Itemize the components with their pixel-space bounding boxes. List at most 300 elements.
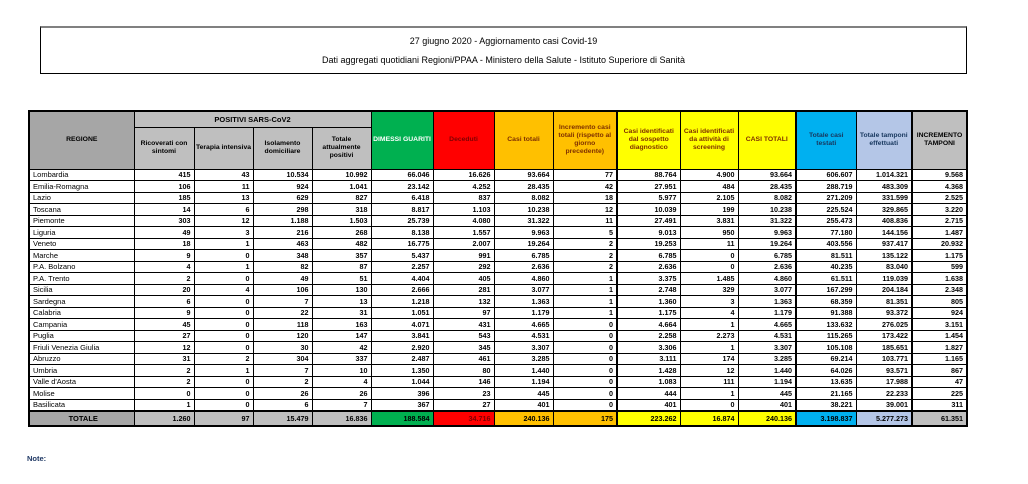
value-cell: 1 xyxy=(194,238,253,250)
value-cell: 329.865 xyxy=(856,204,912,216)
value-cell: 1.363 xyxy=(494,296,553,308)
value-cell: 13 xyxy=(194,192,253,204)
value-cell: 4.665 xyxy=(494,319,553,331)
value-cell: 14 xyxy=(134,204,194,216)
value-cell: 367 xyxy=(371,399,433,411)
value-cell: 2.636 xyxy=(738,261,796,273)
value-cell: 4.665 xyxy=(738,319,796,331)
region-cell: Valle d'Aosta xyxy=(29,376,134,388)
value-cell: 276.025 xyxy=(856,319,912,331)
value-cell: 1.041 xyxy=(312,181,371,193)
value-cell: 0 xyxy=(553,365,617,377)
value-cell: 2 xyxy=(553,261,617,273)
value-cell: 6 xyxy=(134,296,194,308)
value-cell: 240.136 xyxy=(738,411,796,426)
column-group-positivi-sars-cov2: POSITIVI SARS-CoV2 xyxy=(134,111,371,127)
value-cell: 3.077 xyxy=(494,284,553,296)
value-cell: 10.534 xyxy=(253,169,312,181)
value-cell: 8.082 xyxy=(738,192,796,204)
value-cell: 991 xyxy=(433,250,494,262)
value-cell: 16.836 xyxy=(312,411,371,426)
value-cell: 1.014.321 xyxy=(856,169,912,181)
value-cell: 318 xyxy=(312,204,371,216)
value-cell: 599 xyxy=(912,261,967,273)
value-cell: 1.083 xyxy=(617,376,680,388)
value-cell: 31 xyxy=(134,353,194,365)
value-cell: 304 xyxy=(253,353,312,365)
region-cell: Basilicata xyxy=(29,399,134,411)
value-cell: 30 xyxy=(253,342,312,354)
value-cell: 1.218 xyxy=(371,296,433,308)
value-cell: 2.666 xyxy=(371,284,433,296)
value-cell: 1 xyxy=(553,296,617,308)
column-header-dimessi-guariti: DIMESSI GUARITI xyxy=(371,111,433,169)
value-cell: 0 xyxy=(680,261,738,273)
column-header-deceduti: Deceduti xyxy=(433,111,494,169)
value-cell: 1.503 xyxy=(312,215,371,227)
value-cell: 4 xyxy=(312,376,371,388)
region-cell: Sardegna xyxy=(29,296,134,308)
region-cell: Liguria xyxy=(29,227,134,239)
table-row xyxy=(29,169,967,181)
value-cell: 66.046 xyxy=(371,169,433,181)
value-cell: 47 xyxy=(912,376,967,388)
value-cell: 2.525 xyxy=(912,192,967,204)
column-header-casi-totali: Casi totali xyxy=(494,111,553,169)
value-cell: 629 xyxy=(253,192,312,204)
value-cell: 118 xyxy=(253,319,312,331)
region-cell: Umbria xyxy=(29,365,134,377)
region-cell: P.A. Trento xyxy=(29,273,134,285)
column-header-totale-tamponi: Totale tamponi effettuati xyxy=(856,111,912,169)
value-cell: 805 xyxy=(912,296,967,308)
table-row xyxy=(29,399,967,411)
value-cell: 4.368 xyxy=(912,181,967,193)
value-cell: 173.422 xyxy=(856,330,912,342)
value-cell: 40.235 xyxy=(796,261,856,273)
value-cell: 445 xyxy=(494,388,553,400)
value-cell: 4.071 xyxy=(371,319,433,331)
value-cell: 22.233 xyxy=(856,388,912,400)
value-cell: 105.108 xyxy=(796,342,856,354)
value-cell: 543 xyxy=(433,330,494,342)
value-cell: 281 xyxy=(433,284,494,296)
value-cell: 111 xyxy=(680,376,738,388)
value-cell: 3.285 xyxy=(494,353,553,365)
region-cell: Emilia-Romagna xyxy=(29,181,134,193)
value-cell: 23 xyxy=(433,388,494,400)
value-cell: 93.664 xyxy=(738,169,796,181)
value-cell: 6.785 xyxy=(494,250,553,262)
value-cell: 69.214 xyxy=(796,353,856,365)
value-cell: 9.568 xyxy=(912,169,967,181)
value-cell: 10.238 xyxy=(494,204,553,216)
value-cell: 2.920 xyxy=(371,342,433,354)
value-cell: 1.827 xyxy=(912,342,967,354)
value-cell: 185.651 xyxy=(856,342,912,354)
value-cell: 8.138 xyxy=(371,227,433,239)
value-cell: 11 xyxy=(194,181,253,193)
value-cell: 49 xyxy=(134,227,194,239)
value-cell: 1.194 xyxy=(738,376,796,388)
value-cell: 146 xyxy=(433,376,494,388)
value-cell: 93.664 xyxy=(494,169,553,181)
region-cell: Calabria xyxy=(29,307,134,319)
value-cell: 827 xyxy=(312,192,371,204)
value-cell: 0 xyxy=(553,330,617,342)
value-cell: 174 xyxy=(680,353,738,365)
region-cell: Marche xyxy=(29,250,134,262)
value-cell: 42 xyxy=(312,342,371,354)
value-cell: 9.963 xyxy=(738,227,796,239)
value-cell: 12 xyxy=(553,204,617,216)
table-row xyxy=(29,388,967,400)
value-cell: 87 xyxy=(312,261,371,273)
value-cell: 2 xyxy=(134,376,194,388)
title-box xyxy=(40,26,967,74)
value-cell: 0 xyxy=(194,273,253,285)
value-cell: 11 xyxy=(680,238,738,250)
value-cell: 3.841 xyxy=(371,330,433,342)
value-cell: 42 xyxy=(553,181,617,193)
value-cell: 9 xyxy=(134,250,194,262)
value-cell: 12 xyxy=(134,342,194,354)
value-cell: 1.260 xyxy=(134,411,194,426)
value-cell: 1.044 xyxy=(371,376,433,388)
column-header-isolamento-domiciliare: Isolamento domiciliare xyxy=(253,127,312,169)
note-label: Note: xyxy=(27,454,47,463)
value-cell: 1.179 xyxy=(738,307,796,319)
table-row xyxy=(29,330,967,342)
region-cell: Sicilia xyxy=(29,284,134,296)
table-row xyxy=(29,215,967,227)
column-header-casi-totali-upper: CASI TOTALI xyxy=(738,111,796,169)
value-cell: 1.175 xyxy=(617,307,680,319)
value-cell: 4.531 xyxy=(494,330,553,342)
value-cell: 8.817 xyxy=(371,204,433,216)
value-cell: 135.122 xyxy=(856,250,912,262)
value-cell: 2.348 xyxy=(912,284,967,296)
value-cell: 93.372 xyxy=(856,307,912,319)
value-cell: 91.388 xyxy=(796,307,856,319)
value-cell: 1.454 xyxy=(912,330,967,342)
value-cell: 3.198.837 xyxy=(796,411,856,426)
value-cell: 225 xyxy=(912,388,967,400)
value-cell: 867 xyxy=(912,365,967,377)
value-cell: 132 xyxy=(433,296,494,308)
value-cell: 25.739 xyxy=(371,215,433,227)
value-cell: 0 xyxy=(134,388,194,400)
value-cell: 2.636 xyxy=(494,261,553,273)
value-cell: 83.040 xyxy=(856,261,912,273)
value-cell: 2.748 xyxy=(617,284,680,296)
value-cell: 2 xyxy=(134,273,194,285)
table-row xyxy=(29,353,967,365)
value-cell: 7 xyxy=(253,365,312,377)
value-cell: 415 xyxy=(134,169,194,181)
value-cell: 1.165 xyxy=(912,353,967,365)
table-row xyxy=(29,284,967,296)
value-cell: 106 xyxy=(253,284,312,296)
table-header xyxy=(29,111,967,169)
value-cell: 4.900 xyxy=(680,169,738,181)
value-cell: 445 xyxy=(738,388,796,400)
value-cell: 331.599 xyxy=(856,192,912,204)
value-cell: 1.360 xyxy=(617,296,680,308)
value-cell: 271.209 xyxy=(796,192,856,204)
value-cell: 2.258 xyxy=(617,330,680,342)
value-cell: 28.435 xyxy=(738,181,796,193)
value-cell: 144.156 xyxy=(856,227,912,239)
value-cell: 17.988 xyxy=(856,376,912,388)
value-cell: 0 xyxy=(194,388,253,400)
value-cell: 4.252 xyxy=(433,181,494,193)
value-cell: 0 xyxy=(553,388,617,400)
table-row xyxy=(29,342,967,354)
value-cell: 4.080 xyxy=(433,215,494,227)
value-cell: 2.257 xyxy=(371,261,433,273)
covid-data-table xyxy=(28,110,968,427)
value-cell: 133.632 xyxy=(796,319,856,331)
value-cell: 4.860 xyxy=(494,273,553,285)
value-cell: 1.363 xyxy=(738,296,796,308)
column-header-totale-attualmente-positivi: Totale attualmente positivi xyxy=(312,127,371,169)
value-cell: 97 xyxy=(194,411,253,426)
value-cell: 31 xyxy=(312,307,371,319)
value-cell: 20.932 xyxy=(912,238,967,250)
column-header-totale-casi-testati: Totale casi testati xyxy=(796,111,856,169)
value-cell: 88.764 xyxy=(617,169,680,181)
value-cell: 1.103 xyxy=(433,204,494,216)
value-cell: 240.136 xyxy=(494,411,553,426)
region-cell: Lombardia xyxy=(29,169,134,181)
region-cell: Puglia xyxy=(29,330,134,342)
value-cell: 2 xyxy=(134,365,194,377)
value-cell: 175 xyxy=(553,411,617,426)
value-cell: 9 xyxy=(134,307,194,319)
value-cell: 77.180 xyxy=(796,227,856,239)
value-cell: 6.418 xyxy=(371,192,433,204)
value-cell: 0 xyxy=(194,399,253,411)
value-cell: 0 xyxy=(194,250,253,262)
value-cell: 2 xyxy=(553,238,617,250)
value-cell: 80 xyxy=(433,365,494,377)
value-cell: 1.557 xyxy=(433,227,494,239)
value-cell: 7 xyxy=(253,296,312,308)
value-cell: 0 xyxy=(194,330,253,342)
value-cell: 268 xyxy=(312,227,371,239)
value-cell: 337 xyxy=(312,353,371,365)
value-cell: 12 xyxy=(680,365,738,377)
value-cell: 51 xyxy=(312,273,371,285)
column-header-incremento-casi: Incremento casi totali (rispetto al giorno precedente) xyxy=(553,111,617,169)
value-cell: 1.485 xyxy=(680,273,738,285)
value-cell: 345 xyxy=(433,342,494,354)
value-cell: 27.951 xyxy=(617,181,680,193)
value-cell: 103.771 xyxy=(856,353,912,365)
value-cell: 0 xyxy=(680,250,738,262)
value-cell: 8.082 xyxy=(494,192,553,204)
value-cell: 81.351 xyxy=(856,296,912,308)
value-cell: 16.874 xyxy=(680,411,738,426)
value-cell: 23.142 xyxy=(371,181,433,193)
table-row xyxy=(29,319,967,331)
value-cell: 19.264 xyxy=(738,238,796,250)
value-cell: 97 xyxy=(433,307,494,319)
value-cell: 1 xyxy=(134,399,194,411)
value-cell: 119.039 xyxy=(856,273,912,285)
table-row xyxy=(29,365,967,377)
value-cell: 115.265 xyxy=(796,330,856,342)
value-cell: 0 xyxy=(553,319,617,331)
value-cell: 401 xyxy=(738,399,796,411)
value-cell: 303 xyxy=(134,215,194,227)
value-cell: 10.992 xyxy=(312,169,371,181)
value-cell: 106 xyxy=(134,181,194,193)
value-cell: 1.350 xyxy=(371,365,433,377)
value-cell: 483.309 xyxy=(856,181,912,193)
value-cell: 0 xyxy=(553,376,617,388)
value-cell: 2.105 xyxy=(680,192,738,204)
value-cell: 255.473 xyxy=(796,215,856,227)
value-cell: 0 xyxy=(194,307,253,319)
value-cell: 49 xyxy=(253,273,312,285)
table-body xyxy=(29,169,967,426)
report-subtitle: Dati aggregati quotidiani Regioni/PPAA - Ministero della Salute - Istituto Superiore di Sanità xyxy=(321,54,686,65)
value-cell: 188.584 xyxy=(371,411,433,426)
value-cell: 1.638 xyxy=(912,273,967,285)
value-cell: 1.487 xyxy=(912,227,967,239)
column-header-regione: REGIONE xyxy=(29,111,134,169)
value-cell: 15.479 xyxy=(253,411,312,426)
value-cell: 2 xyxy=(253,376,312,388)
value-cell: 1 xyxy=(194,365,253,377)
value-cell: 1 xyxy=(553,284,617,296)
value-cell: 34.716 xyxy=(433,411,494,426)
region-cell: P.A. Bolzano xyxy=(29,261,134,273)
value-cell: 22 xyxy=(253,307,312,319)
value-cell: 311 xyxy=(912,399,967,411)
region-cell: Friuli Venezia Giulia xyxy=(29,342,134,354)
value-cell: 3.306 xyxy=(617,342,680,354)
value-cell: 288.719 xyxy=(796,181,856,193)
value-cell: 19.264 xyxy=(494,238,553,250)
value-cell: 348 xyxy=(253,250,312,262)
value-cell: 4.860 xyxy=(738,273,796,285)
value-cell: 1 xyxy=(553,273,617,285)
value-cell: 61.511 xyxy=(796,273,856,285)
value-cell: 1.175 xyxy=(912,250,967,262)
value-cell: 61.351 xyxy=(912,411,967,426)
region-cell: TOTALE xyxy=(29,411,134,426)
value-cell: 3.831 xyxy=(680,215,738,227)
value-cell: 937.417 xyxy=(856,238,912,250)
value-cell: 10.238 xyxy=(738,204,796,216)
value-cell: 396 xyxy=(371,388,433,400)
value-cell: 4.404 xyxy=(371,273,433,285)
value-cell: 484 xyxy=(680,181,738,193)
column-header-ricoverati-con-sintomi: Ricoverati con sintomi xyxy=(134,127,194,169)
value-cell: 4 xyxy=(134,261,194,273)
value-cell: 1 xyxy=(680,342,738,354)
value-cell: 2.007 xyxy=(433,238,494,250)
column-header-casi-sospetto-diagnostico: Casi identificati dal sospetto diagnostico xyxy=(617,111,680,169)
table-row xyxy=(29,376,967,388)
value-cell: 1.179 xyxy=(494,307,553,319)
value-cell: 431 xyxy=(433,319,494,331)
value-cell: 223.262 xyxy=(617,411,680,426)
value-cell: 120 xyxy=(253,330,312,342)
column-header-incremento-tamponi: INCREMENTO TAMPONI xyxy=(912,111,967,169)
value-cell: 68.359 xyxy=(796,296,856,308)
region-cell: Piemonte xyxy=(29,215,134,227)
value-cell: 405 xyxy=(433,273,494,285)
region-cell: Molise xyxy=(29,388,134,400)
value-cell: 2 xyxy=(194,353,253,365)
value-cell: 482 xyxy=(312,238,371,250)
value-cell: 4 xyxy=(194,284,253,296)
value-cell: 1.428 xyxy=(617,365,680,377)
value-cell: 6 xyxy=(194,204,253,216)
region-cell: Veneto xyxy=(29,238,134,250)
value-cell: 20 xyxy=(134,284,194,296)
table-row xyxy=(29,227,967,239)
value-cell: 2 xyxy=(553,250,617,262)
value-cell: 0 xyxy=(194,376,253,388)
value-cell: 1 xyxy=(553,307,617,319)
report-title: 27 giugno 2020 - Aggiornamento casi Covid-19 xyxy=(409,36,598,47)
value-cell: 16.626 xyxy=(433,169,494,181)
value-cell: 1 xyxy=(680,319,738,331)
value-cell: 77 xyxy=(553,169,617,181)
value-cell: 216 xyxy=(253,227,312,239)
table-row xyxy=(29,250,967,262)
value-cell: 26 xyxy=(253,388,312,400)
table-row xyxy=(29,273,967,285)
value-cell: 3.307 xyxy=(738,342,796,354)
value-cell: 2.636 xyxy=(617,261,680,273)
value-cell: 21.165 xyxy=(796,388,856,400)
value-cell: 1 xyxy=(194,261,253,273)
value-cell: 7 xyxy=(312,399,371,411)
value-cell: 950 xyxy=(680,227,738,239)
value-cell: 13 xyxy=(312,296,371,308)
value-cell: 0 xyxy=(553,399,617,411)
table-row xyxy=(29,181,967,193)
value-cell: 0 xyxy=(553,353,617,365)
value-cell: 3.375 xyxy=(617,273,680,285)
value-cell: 0 xyxy=(680,399,738,411)
value-cell: 185 xyxy=(134,192,194,204)
column-header-terapia-intensiva: Terapia intensiva xyxy=(194,127,253,169)
value-cell: 93.571 xyxy=(856,365,912,377)
value-cell: 43 xyxy=(194,169,253,181)
region-cell: Lazio xyxy=(29,192,134,204)
value-cell: 26 xyxy=(312,388,371,400)
value-cell: 298 xyxy=(253,204,312,216)
value-cell: 3 xyxy=(680,296,738,308)
value-cell: 3.307 xyxy=(494,342,553,354)
value-cell: 3.151 xyxy=(912,319,967,331)
value-cell: 2.715 xyxy=(912,215,967,227)
value-cell: 292 xyxy=(433,261,494,273)
value-cell: 82 xyxy=(253,261,312,273)
value-cell: 2.273 xyxy=(680,330,738,342)
value-cell: 13.635 xyxy=(796,376,856,388)
value-cell: 163 xyxy=(312,319,371,331)
value-cell: 924 xyxy=(912,307,967,319)
value-cell: 28.435 xyxy=(494,181,553,193)
